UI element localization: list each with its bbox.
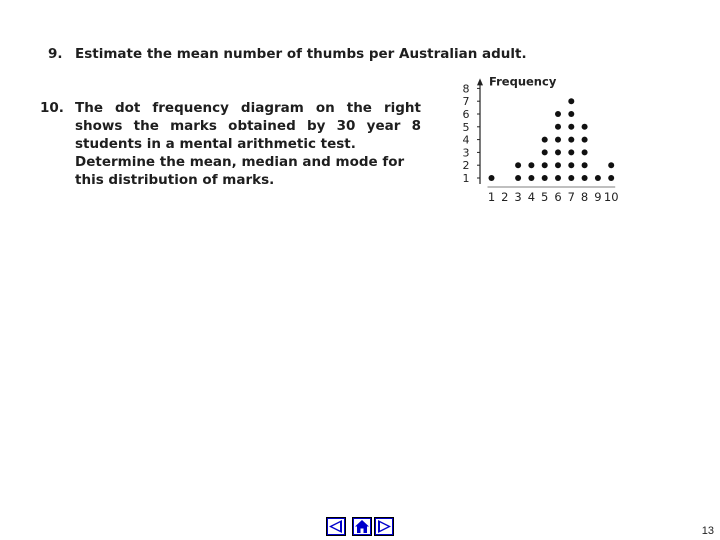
- data-dot: [555, 149, 561, 155]
- x-tick-label: 7: [567, 190, 575, 204]
- data-dot: [582, 162, 588, 168]
- data-dot: [555, 124, 561, 130]
- data-dot: [582, 175, 588, 181]
- y-tick-label: 4: [462, 133, 470, 147]
- home-button[interactable]: [352, 517, 372, 536]
- x-tick-label: 3: [514, 190, 522, 204]
- data-dot: [555, 137, 561, 143]
- x-tick-label: 8: [580, 190, 589, 204]
- data-dot: [542, 149, 548, 155]
- y-tick-label: 1: [462, 172, 470, 185]
- question-10-text: [75, 99, 421, 189]
- x-tick-label: 2: [501, 190, 509, 204]
- data-dot: [489, 175, 495, 181]
- data-dot: [568, 111, 574, 117]
- next-button[interactable]: [374, 517, 394, 536]
- y-tick-label: 5: [462, 120, 470, 134]
- data-dot: [568, 124, 574, 130]
- x-tick-label: 6: [554, 190, 562, 204]
- data-dot: [568, 137, 574, 143]
- data-dot: [555, 175, 561, 181]
- data-dot: [608, 162, 614, 168]
- y-tick-label: 3: [462, 146, 470, 160]
- next-arrow-icon: [375, 518, 393, 535]
- y-tick-label: 8: [462, 82, 470, 96]
- data-dot: [582, 149, 588, 155]
- data-dot: [582, 124, 588, 130]
- x-tick-label: 5: [541, 190, 549, 204]
- question-10-paragraph-2: Determine the mean, median and mode for this distribution of marks.: [75, 154, 405, 188]
- data-dot: [568, 98, 574, 104]
- y-tick-label: 7: [462, 95, 470, 109]
- x-tick-label: 9: [594, 190, 602, 204]
- question-10-paragraph-1: The dot frequency diagram on the right shows the marks obtained by 30 year 8 students in a mental arithmetic test.: [75, 100, 421, 152]
- data-dot: [582, 137, 588, 143]
- x-tick-label: 4: [527, 190, 536, 204]
- data-dot: [542, 175, 548, 181]
- data-dot: [555, 162, 561, 168]
- data-dot: [595, 175, 601, 181]
- data-dot: [608, 175, 614, 181]
- page-number: 13: [701, 525, 714, 537]
- data-dot: [542, 137, 548, 143]
- data-dot: [568, 162, 574, 168]
- data-dot: [555, 111, 561, 117]
- data-dot: [568, 149, 574, 155]
- question-10-number: 10.: [40, 100, 64, 116]
- y-axis-label: Frequency: [489, 74, 557, 89]
- data-dot: [528, 175, 534, 181]
- data-dot: [542, 162, 548, 168]
- back-button[interactable]: [326, 517, 346, 536]
- data-dot: [568, 175, 574, 181]
- data-dot: [515, 175, 521, 181]
- y-tick-label: 6: [462, 108, 470, 121]
- question-9-text: Estimate the mean number of thumbs per Australian adult.: [75, 46, 527, 62]
- dot-frequency-diagram: [455, 70, 630, 215]
- y-tick-label: 2: [462, 159, 470, 173]
- data-dot: [515, 162, 521, 168]
- home-icon: [353, 518, 371, 535]
- back-arrow-icon: [327, 518, 345, 535]
- y-axis-arrow: [477, 78, 483, 85]
- x-tick-label: 1: [487, 190, 496, 204]
- question-9-number: 9.: [48, 46, 63, 62]
- x-tick-label: 10: [603, 190, 619, 204]
- data-dot: [528, 162, 534, 168]
